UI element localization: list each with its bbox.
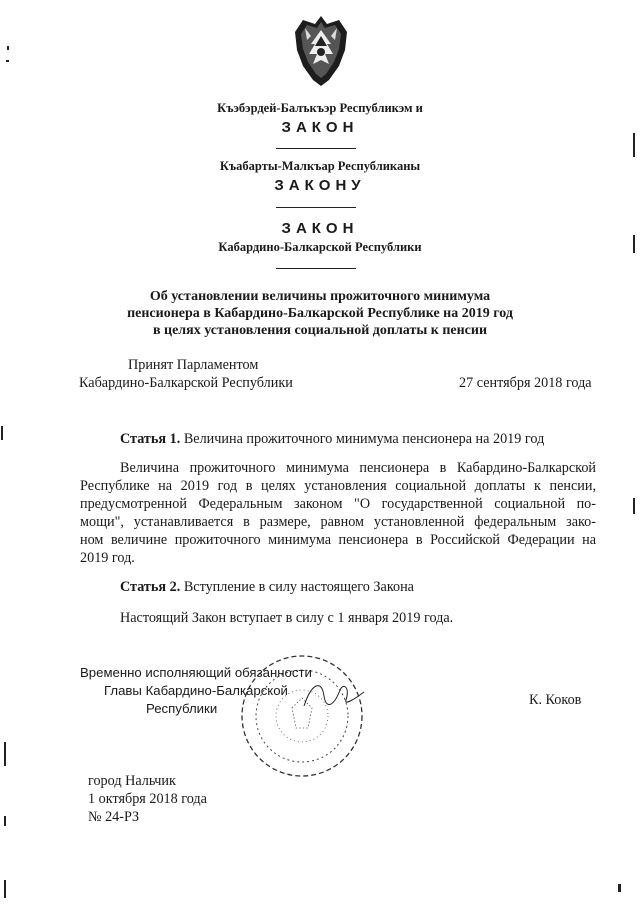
- paragraph-line: Величина прожиточного минимума пенсионера в Кабардино-Балкарской: [120, 460, 596, 476]
- document-title: [0, 288, 640, 339]
- header-law-russian: ЗАКОН: [281, 220, 359, 237]
- paragraph-line: Республике на 2019 год в целях установления социальной доплаты к пенсии,: [80, 478, 596, 494]
- scan-mark: [6, 60, 9, 62]
- signature-position: [80, 664, 312, 718]
- signature-position-line: Временно исполняющий обязанности: [80, 665, 312, 680]
- header-line-russian: Кабардино-Балкарской Республики: [218, 240, 422, 254]
- article-2-text: Настоящий Закон вступает в силу с 1 января 2019 года.: [120, 610, 454, 626]
- article-1-body: [80, 459, 596, 567]
- divider: [276, 207, 356, 208]
- divider: [276, 268, 356, 269]
- article-1-label: Статья 1.: [120, 431, 181, 447]
- header-line-kabardian: Къэбэрдей-Балъкъэр Республикэм и: [217, 101, 423, 115]
- footer-date: 1 октября 2018 года: [88, 791, 207, 807]
- scan-mark: [4, 742, 6, 766]
- article-2-title: Вступление в силу настоящего Закона: [183, 579, 414, 595]
- header-law-balkar: ЗАКОНУ: [274, 177, 366, 194]
- scan-mark: [4, 816, 6, 826]
- paragraph-line: ном величине прожиточного минимума пенсионера в Российской Федерации на: [80, 532, 596, 548]
- divider: [276, 148, 356, 149]
- coat-of-arms-emblem: [291, 14, 351, 88]
- paragraph-line: 2019 год.: [80, 550, 135, 566]
- handwritten-signature: [300, 676, 380, 716]
- article-2-label: Статья 2.: [120, 579, 181, 595]
- footer-city: город Нальчик: [88, 773, 176, 789]
- signatory-name: К. Коков: [529, 692, 582, 708]
- footer-number: № 24-РЗ: [88, 809, 140, 825]
- adopted-line: Принят Парламентом: [128, 357, 259, 373]
- scan-mark: [633, 498, 635, 514]
- scan-mark: [7, 46, 9, 50]
- title-line: в целях установления социальной доплаты к пенсии: [152, 323, 488, 338]
- adopted-date: 27 сентября 2018 года: [459, 375, 592, 391]
- adopted-parliament: Кабардино-Балкарской Республики: [79, 375, 293, 391]
- title-line: Об установлении величины прожиточного минимума: [149, 289, 491, 304]
- title-line: пенсионера в Кабардино-Балкарской Республике на 2019 год: [127, 306, 513, 321]
- article-2-heading: [120, 578, 414, 596]
- scan-mark: [1, 426, 3, 440]
- paragraph-line: мощи", устанавливается в размере, равном установленной федеральным зако-: [80, 514, 596, 530]
- scan-mark: [4, 880, 6, 898]
- article-1-title: Величина прожиточного минимума пенсионера на 2019 год: [183, 431, 545, 447]
- scan-mark: [618, 884, 621, 892]
- signature-position-line: Республики: [146, 701, 218, 716]
- scan-mark: [633, 133, 635, 157]
- paragraph-line: предусмотренной Федеральным законом "О государственной социальной по-: [80, 496, 596, 512]
- article-1-heading: [120, 430, 544, 448]
- signature-position-line: Главы Кабардино-Балкарской: [104, 683, 288, 698]
- header-law-kabardian: ЗАКОН: [281, 119, 359, 136]
- header-line-balkar: Къабарты-Малкъар Республиканы: [219, 159, 421, 173]
